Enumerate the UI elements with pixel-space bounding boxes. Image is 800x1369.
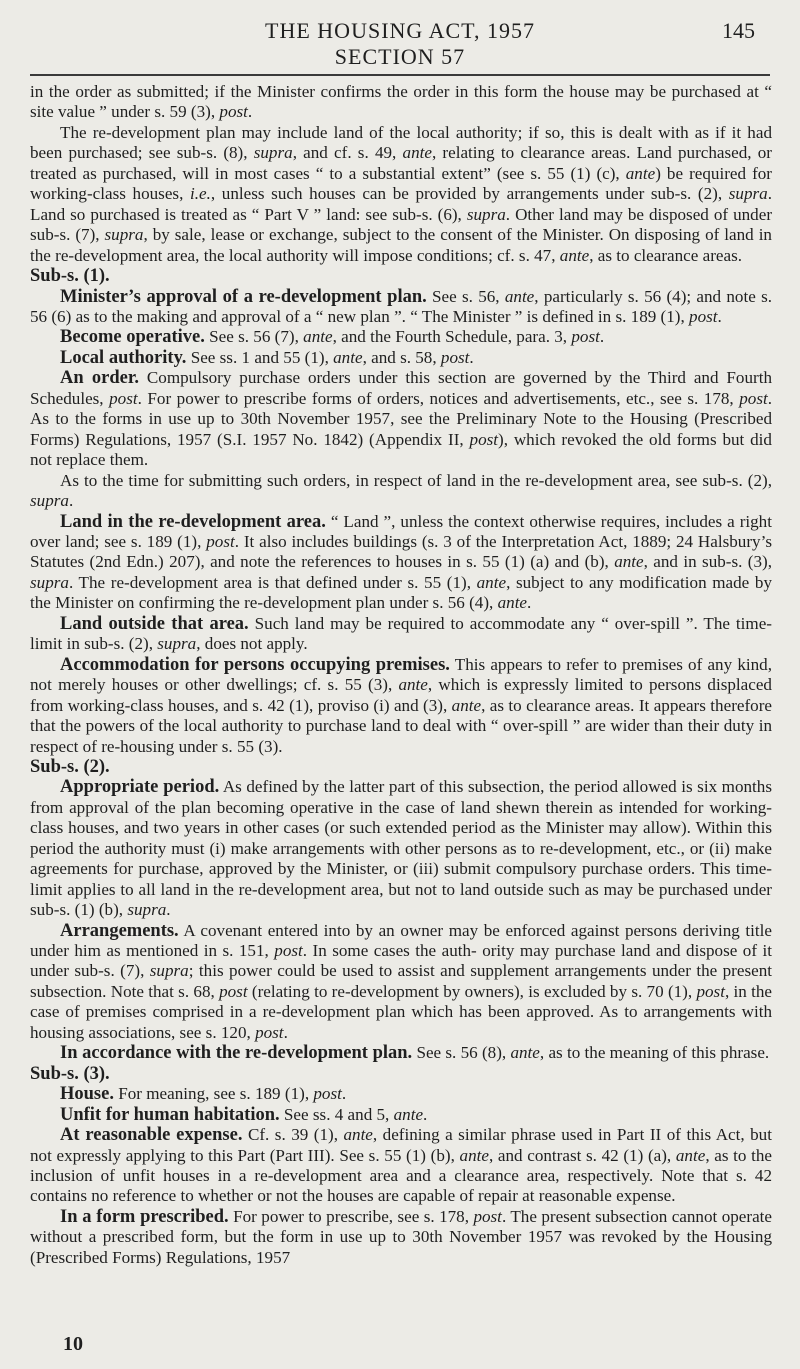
paragraph: [30, 348, 772, 368]
italic-term: ante: [497, 593, 528, 613]
paragraph: [30, 327, 772, 347]
text-run: A covenant entered into by an owner may be enforced against persons deriving title under him as mentioned in s. 151,: [30, 920, 772, 961]
paragraph: [30, 1084, 772, 1104]
text-run: (relating to re-development by owners), is excluded by s. 70 (1),: [247, 981, 697, 1001]
italic-term: ante: [476, 572, 507, 592]
paragraph-heading: Land outside that area.: [60, 613, 249, 634]
text-run: See s. 56 (7),: [204, 327, 304, 347]
page-number: 145: [722, 18, 755, 43]
text-run: , unless such houses can be provided by arrangements under sub-s. (2),: [210, 184, 729, 204]
text-run: ; this power could be used to assist and supplement arrangements under the present subsection. Note that s. 68,: [30, 961, 772, 1001]
italic-term: supra: [466, 204, 506, 224]
text-run: Compulsory purchase orders under this section are governed by the Third and Fourth Schedules,: [30, 368, 772, 408]
paragraph: [30, 287, 772, 328]
text-run: ), which revoked the old forms but did not replace them.: [30, 429, 772, 470]
paragraph: [30, 1043, 772, 1063]
italic-term: ante: [625, 163, 656, 183]
text-run: , does not apply.: [196, 634, 308, 654]
italic-term: post: [689, 306, 718, 326]
text-run: , as to the inclusion of unfit houses in a re-development area and a clearance area, respectively. Note that s. 42 contains no reference to whether or not the houses are capable of repair at reasonable expense.: [30, 1145, 772, 1206]
italic-term: ante: [402, 143, 432, 163]
text-run: The re-development plan may include land of the local authority; if so, this is dealt with as if it had been purchased; see sub-s. (8),: [30, 122, 772, 163]
text-run: See s. 56 (8),: [412, 1043, 511, 1063]
text-run: .: [469, 347, 474, 367]
italic-term: post: [469, 429, 499, 449]
running-title: THE HOUSING ACT, 1957: [265, 18, 535, 43]
paragraph: [30, 614, 772, 655]
commentary-text: [30, 82, 772, 1268]
text-run: As to the time for submitting such orders, in respect of land in the re-development area, see sub-s. (2),: [60, 470, 772, 490]
paragraph-heading: Unfit for human habitation.: [60, 1104, 280, 1125]
italic-term: ante: [675, 1145, 706, 1165]
text-run: , and in sub-s. (3),: [643, 552, 772, 572]
text-run: . Land so purchased is treated as “ Part V ” land: see sub-s. (6),: [30, 184, 772, 224]
paragraph-heading: Arrangements.: [60, 920, 179, 941]
paragraph-heading: In a form prescribed.: [60, 1206, 229, 1227]
italic-term: post: [313, 1084, 342, 1104]
paragraph-heading: Land in the re-development area.: [60, 511, 326, 532]
text-run: . For power to prescribe forms of orders, notices and advertisements, etc., see s. 178,: [137, 388, 740, 408]
italic-term: post: [696, 981, 725, 1001]
text-run: Sub-s. (2).: [30, 756, 110, 777]
text-run: See ss. 4 and 5,: [279, 1104, 394, 1124]
text-run: , subject to any modification made by the Minister on confirming the re-development plan under s. 56 (4),: [30, 572, 772, 613]
text-run: , in the case of premises comprised in a re-development plan which has been approved. As to arrangements with housing associations, see s. 120,: [30, 981, 772, 1042]
paragraph: [30, 512, 772, 614]
subsection-heading: [30, 1064, 772, 1084]
paragraph: [30, 471, 772, 512]
text-run: Sub-s. (1).: [30, 266, 110, 287]
paragraph: [30, 1105, 772, 1125]
italic-term: post: [473, 1206, 502, 1226]
text-run: .: [166, 900, 171, 920]
paragraph-heading: At reasonable expense.: [60, 1125, 243, 1146]
paragraph-heading: Accommodation for persons occupying premises.: [60, 654, 450, 675]
italic-term: post: [109, 388, 138, 408]
text-run: As defined by the latter part of this subsection, the period allowed is six months from approval of the plan becoming operative in the case of land shewn therein as intended for working-class houses, and two years in other cases (or such extended period as the Minister may allow). Within this period the authority must (i) make arrangements with other persons as to re-development, etc., or (ii) make agreements for purchase, approved by the Minister, or (iii) submit compulsory purchase orders. This time-limit applies to all land in the re-development area, but not to land outside such as may be purchased under sub-s. (1) (b),: [30, 777, 772, 920]
text-run: , by sale, lease or exchange, subject to the consent of the Minister. On disposing of land in the re-development area, the local authority will impose conditions; cf. s. 47,: [30, 225, 772, 265]
italic-term: ante: [510, 1043, 540, 1063]
text-run: “ Land ”, unless the context otherwise requires, includes a right over land; see s. 189 (1),: [30, 511, 772, 551]
italic-term: post: [219, 102, 248, 122]
italic-term: supra: [157, 634, 197, 654]
text-run: , and s. 58,: [362, 347, 441, 367]
italic-term: supra: [253, 143, 293, 163]
text-run: , which is expressly limited to persons displaced from working-class houses, and s. 42 (1), proviso (i) and (3),: [30, 675, 772, 715]
italic-term: ante: [333, 347, 363, 367]
header-rule: [30, 74, 770, 76]
italic-term: supra: [104, 225, 144, 245]
text-run: .: [247, 102, 253, 122]
paragraph: [30, 777, 772, 920]
italic-term: ante: [343, 1125, 373, 1145]
italic-term: supra: [728, 184, 768, 204]
italic-term: post: [440, 347, 470, 367]
subsection-heading: [30, 266, 772, 286]
text-run: .: [423, 1104, 428, 1124]
text-run: Sub-s. (3).: [30, 1063, 110, 1084]
text-run: , relating to clearance areas. Land purchased, or treated as purchased, will in most cases “ to a substantial extent” (see s. 55 (1) (c),: [30, 143, 772, 183]
text-run: .: [341, 1084, 347, 1104]
italic-term: supra: [30, 491, 69, 511]
paragraph: [30, 1125, 772, 1207]
paragraph-heading: Appropriate period.: [60, 777, 220, 798]
italic-term: ante: [504, 286, 535, 306]
text-run: , particularly s. 56 (4); and note s. 56 (6) as to the making and approval of a “ new plan ”. “ The Minister ” is defined in s. 189 (1),: [30, 286, 772, 326]
text-run: . Other land may be disposed of under sub-s. (7),: [30, 204, 773, 245]
section-heading: SECTION 57: [334, 44, 466, 69]
italic-term: post: [571, 327, 600, 347]
text-run: , and cf. s. 49,: [292, 143, 403, 163]
text-run: , as to clearance areas.: [589, 245, 742, 265]
italic-term: supra: [127, 900, 167, 920]
text-run: For power to prescribe, see s. 178,: [228, 1206, 474, 1226]
paragraph-heading: In accordance with the re-development plan.: [60, 1043, 413, 1064]
text-run: in the order as submitted; if the Minister confirms the order in this form the house may be purchased at “ site value ” under s. 59 (3),: [30, 82, 772, 122]
paragraph: [30, 368, 772, 470]
text-run: . The re-development area is that defined under s. 55 (1),: [68, 572, 477, 592]
italic-term: i.e.: [190, 184, 211, 204]
paragraph-heading: Become operative.: [60, 327, 205, 348]
text-run: .: [599, 327, 605, 347]
text-run: , and the Fourth Schedule, para. 3,: [332, 327, 572, 347]
text-run: . As to the forms in use up to 30th November 1957, see the Preliminary Note to the Housing (Prescribed Forms) Regulations, 1957 (S.I. 1957 No. 1842) (Appendix II,: [30, 388, 772, 449]
italic-term: post: [739, 388, 768, 408]
paragraph-heading: Local authority.: [60, 347, 187, 368]
paragraph-heading: Minister’s approval of a re-development plan.: [60, 286, 427, 307]
italic-term: ante: [303, 327, 333, 347]
text-run: See s. 56,: [426, 286, 505, 306]
italic-term: ante: [451, 695, 482, 715]
italic-term: ante: [459, 1145, 489, 1165]
text-run: , defining a similar phrase used in Part II of this Act, but not expressly applying to this Part (Part III). See s. 55 (1) (b),: [30, 1125, 772, 1165]
text-run: , as to the meaning of this phrase.: [539, 1043, 770, 1063]
text-run: See ss. 1 and 55 (1),: [186, 347, 334, 367]
paragraph: [30, 655, 772, 757]
paragraph-heading: An order.: [60, 368, 139, 389]
italic-term: post: [219, 981, 248, 1001]
text-run: . The present subsection cannot operate without a prescribed form, but the form in use up to 30th November 1957 was revoked by the Housing (Prescribed Forms) Regulations, 1957: [30, 1206, 773, 1267]
text-run: .: [527, 593, 532, 613]
text-run: .: [68, 491, 74, 511]
paragraph: [30, 1207, 772, 1268]
paragraph: [30, 921, 772, 1044]
text-run: For meaning, see s. 189 (1),: [113, 1084, 314, 1104]
italic-term: supra: [30, 572, 69, 592]
subsection-heading: [30, 757, 772, 777]
italic-term: post: [206, 531, 235, 551]
italic-term: ante: [398, 675, 428, 695]
text-run: Cf. s. 39 (1),: [242, 1125, 344, 1145]
paragraph-heading: House.: [60, 1084, 114, 1105]
paragraph: [30, 123, 772, 266]
running-head: [0, 18, 800, 70]
text-run: .: [283, 1022, 288, 1042]
text-run: ) be required for working-class houses,: [30, 163, 772, 204]
italic-term: post: [274, 941, 303, 961]
text-run: , and contrast s. 42 (1) (a),: [488, 1145, 676, 1165]
italic-term: ante: [614, 552, 644, 572]
text-run: , as to clearance areas. It appears therefore that the powers of the local authority to purchase land to deal with “ over-spill ” are wider than their duty in respect of re-housing under s. 55 (3).: [30, 695, 772, 756]
text-run: This appears to refer to premises of any kind, not merely houses or other dwellings; cf. s. 55 (3),: [30, 654, 772, 695]
italic-term: supra: [149, 961, 189, 981]
text-run: . In some cases the auth- ority may purchase land and dispose of it under sub-s. (7),: [30, 941, 772, 981]
italic-term: post: [255, 1022, 284, 1042]
italic-term: ante: [393, 1104, 424, 1124]
italic-term: ante: [559, 245, 590, 265]
signature-mark: 10: [63, 1333, 83, 1355]
text-run: .: [717, 306, 722, 326]
text-run: Such land may be required to accommodate any “ over-spill ”. The time-limit in sub-s. (2),: [30, 613, 772, 654]
text-run: . It also includes buildings (s. 3 of the Interpretation Act, 1889; 24 Halsbury’s Statutes (2nd Edn.) 207), and note the references to houses in s. 55 (1) (a) and (b),: [30, 531, 772, 572]
paragraph: [30, 82, 772, 123]
